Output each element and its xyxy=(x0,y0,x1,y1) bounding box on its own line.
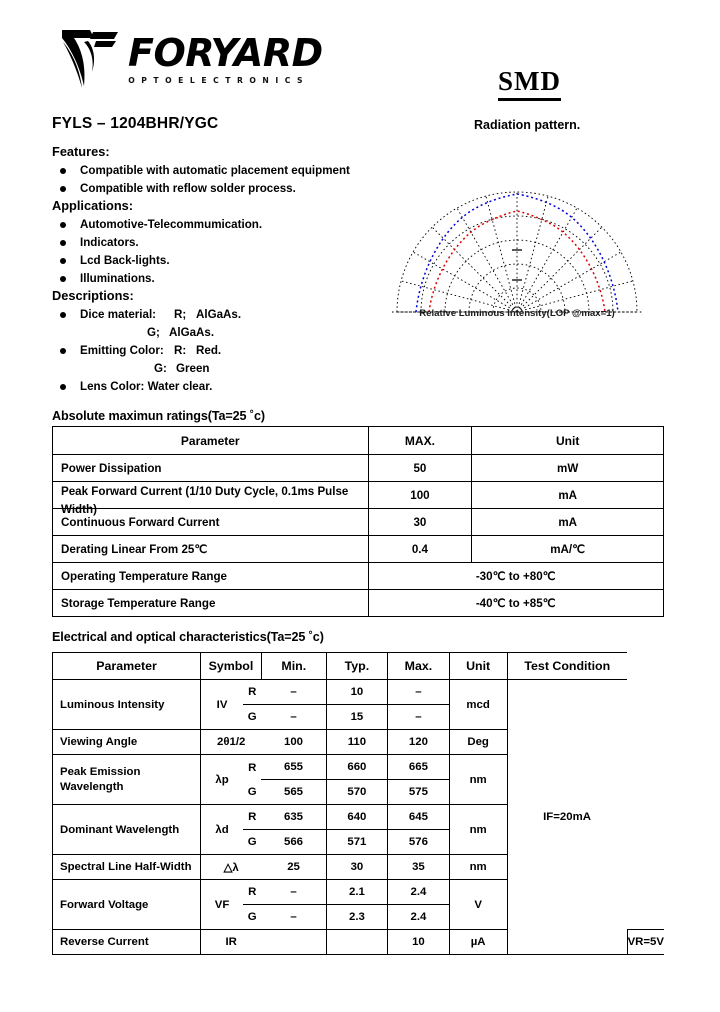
dice-r-value: AlGaAs. xyxy=(196,308,242,321)
cell-merged-value: -30℃ to +80℃ xyxy=(368,563,664,590)
radiation-chart-caption: Relative Luminous Intensity(LOP @max=1) xyxy=(419,308,615,319)
list-item xyxy=(52,378,382,395)
list-item xyxy=(52,360,382,377)
radiation-pattern-title: Radiation pattern. xyxy=(474,118,581,132)
abs-ratings-table xyxy=(52,426,664,617)
symbol-sub-g: G xyxy=(247,835,257,848)
table-row xyxy=(53,455,664,482)
table-row xyxy=(53,590,664,617)
cell-max-g: 2.4 xyxy=(388,905,450,930)
features-heading: Features: xyxy=(52,144,110,159)
bullet-icon xyxy=(60,348,66,354)
col-max: MAX. xyxy=(368,427,472,455)
cell-parameter: Storage Temperature Range xyxy=(53,590,369,617)
table-row xyxy=(53,536,664,563)
descriptions-heading: Descriptions: xyxy=(52,288,134,303)
cell-symbol xyxy=(201,680,262,730)
emit-g-value: Green xyxy=(176,362,210,375)
table-header-row xyxy=(53,653,665,680)
cell-symbol xyxy=(201,755,262,805)
feather-swoosh-icon xyxy=(60,28,124,90)
cell-typ-r: 2.1 xyxy=(326,880,387,905)
cell-parameter: Power Dissipation xyxy=(53,455,369,482)
abs-ratings-heading: Absolute maximun ratings(Ta=25 ˚c) xyxy=(52,409,265,423)
cell-max-g: – xyxy=(388,705,450,730)
page-header xyxy=(50,26,670,96)
cell-typ-g: 15 xyxy=(326,705,387,730)
cell-min-g: 566 xyxy=(261,830,326,855)
cell-min-r: 655 xyxy=(261,755,326,780)
cell-unit: mA xyxy=(472,482,664,509)
cell-parameter: Continuous Forward Current xyxy=(53,509,369,536)
cell-parameter-line2: Width) xyxy=(61,503,97,516)
cell-min: 100 xyxy=(261,730,326,755)
bullet-icon xyxy=(60,240,66,246)
col-max: Max. xyxy=(388,653,450,680)
cell-test-condition: IF=20mA xyxy=(507,680,627,955)
col-unit: Unit xyxy=(472,427,664,455)
cell-symbol: 2θ1/2 xyxy=(201,730,262,755)
cell-typ-r: 10 xyxy=(326,680,387,705)
bullet-icon xyxy=(60,222,66,228)
table-row xyxy=(53,509,664,536)
cell-parameter: Spectral Line Half-Width xyxy=(53,855,201,880)
list-item xyxy=(52,270,382,287)
polar-grid xyxy=(392,192,642,312)
symbol-sub-r: R xyxy=(243,806,261,831)
company-logo xyxy=(50,26,370,92)
cell-min-g: – xyxy=(261,905,326,930)
bullet-icon xyxy=(60,276,66,282)
application-text: Indicators. xyxy=(80,236,139,249)
application-text: Lcd Back-lights. xyxy=(80,254,170,267)
cell-min: 25 xyxy=(261,855,326,880)
cell-max: 50 xyxy=(368,455,472,482)
cell-min-g: – xyxy=(261,705,326,730)
cell-parameter-line2: Wavelength xyxy=(60,780,124,793)
col-test-condition: Test Condition xyxy=(507,653,627,680)
logo-tagline: OPTOELECTRONICS xyxy=(128,76,310,85)
symbol-text: IV xyxy=(216,698,228,711)
cell-parameter-line1: Peak Forward Current (1/10 Duty Cycle, 0.1ms Pulse xyxy=(61,485,349,498)
cell-merged-value: -40℃ to +85℃ xyxy=(368,590,664,617)
symbol-sub-g: G xyxy=(247,910,257,923)
cell-max-g: 575 xyxy=(388,780,450,805)
cell-typ-g: 570 xyxy=(326,780,387,805)
cell-symbol xyxy=(201,880,262,930)
table-header-row xyxy=(53,427,664,455)
list-item xyxy=(52,234,382,251)
symbol-sub-r: R xyxy=(243,681,261,706)
eo-characteristics-table xyxy=(52,652,664,955)
symbol-text: VF xyxy=(214,898,230,911)
col-unit: Unit xyxy=(449,653,507,680)
cell-test-condition: VR=5V xyxy=(627,930,664,955)
cell-parameter: Derating Linear From 25℃ xyxy=(53,536,369,563)
cell-max: 30 xyxy=(368,509,472,536)
symbol-sub-r: R xyxy=(243,881,261,906)
cell-unit: nm xyxy=(449,755,507,805)
list-item xyxy=(52,342,382,359)
col-symbol: Symbol xyxy=(201,653,262,680)
cell-parameter: Reverse Current xyxy=(53,930,201,955)
cell-unit: Deg xyxy=(449,730,507,755)
cell-max-r: 645 xyxy=(388,805,450,830)
list-item xyxy=(52,162,382,179)
cell-typ-g: 571 xyxy=(326,830,387,855)
col-typ: Typ. xyxy=(326,653,387,680)
bullet-icon xyxy=(60,312,66,318)
cell-min xyxy=(261,930,326,955)
cell-unit: mA xyxy=(472,509,664,536)
dice-material-label: Dice material: xyxy=(80,308,157,321)
feature-text: Compatible with reflow solder process. xyxy=(80,182,296,195)
symbol-text: λd xyxy=(215,823,229,836)
application-text: Illuminations. xyxy=(80,272,155,285)
cell-unit: mA/℃ xyxy=(472,536,664,563)
cell-max-g: 576 xyxy=(388,830,450,855)
cell-max-r: 2.4 xyxy=(388,880,450,905)
smd-heading: SMD xyxy=(498,66,561,101)
cell-typ-r: 660 xyxy=(326,755,387,780)
col-parameter: Parameter xyxy=(53,653,201,680)
cell-unit: V xyxy=(449,880,507,930)
cell-min-g: 565 xyxy=(261,780,326,805)
emitting-color-label: Emitting Color: xyxy=(80,344,164,357)
cell-typ-g: 2.3 xyxy=(326,905,387,930)
radiation-pattern-chart xyxy=(372,152,662,327)
cell-parameter: Operating Temperature Range xyxy=(53,563,369,590)
table-row xyxy=(53,680,665,705)
cell-parameter xyxy=(53,755,201,805)
list-item xyxy=(52,324,382,341)
cell-max-r: – xyxy=(388,680,450,705)
cell-symbol: △λ xyxy=(201,855,262,880)
feature-text: Compatible with automatic placement equipment xyxy=(80,164,350,177)
logo-wordmark: FORYARD xyxy=(128,31,323,75)
cell-symbol xyxy=(201,805,262,855)
cell-unit: mcd xyxy=(449,680,507,730)
cell-parameter: Luminous Intensity xyxy=(53,680,201,730)
cell-unit: nm xyxy=(449,855,507,880)
list-item xyxy=(52,306,382,323)
specifications-list xyxy=(52,144,382,396)
cell-symbol: IR xyxy=(201,930,262,955)
dice-g-value: AlGaAs. xyxy=(169,326,215,339)
bullet-icon xyxy=(60,186,66,192)
dice-r-key: R; xyxy=(174,308,187,321)
bullet-icon xyxy=(60,168,66,174)
bullet-icon xyxy=(60,384,66,390)
cell-unit: mW xyxy=(472,455,664,482)
emit-g-key: G: xyxy=(154,362,167,375)
symbol-sub-r: R xyxy=(248,761,257,774)
lens-color-text: Lens Color: Water clear. xyxy=(80,380,213,393)
cell-parameter xyxy=(53,482,369,516)
cell-max: 120 xyxy=(388,730,450,755)
cell-min-r: 635 xyxy=(261,805,326,830)
application-text: Automotive-Telecommumication. xyxy=(80,218,263,231)
dice-g-key: G; xyxy=(147,326,160,339)
list-item xyxy=(52,252,382,269)
page-title: FYLS – 1204BHR/YGC xyxy=(52,115,219,132)
list-item xyxy=(52,180,382,197)
cell-unit: µA xyxy=(449,930,507,955)
cell-max-r: 665 xyxy=(388,755,450,780)
col-min: Min. xyxy=(261,653,326,680)
cell-unit: nm xyxy=(449,805,507,855)
table-row xyxy=(53,563,664,590)
bullet-icon xyxy=(60,258,66,264)
list-item xyxy=(52,216,382,233)
applications-heading: Applications: xyxy=(52,198,134,213)
emit-r-key: R: xyxy=(174,344,187,357)
cell-max: 100 xyxy=(368,482,472,509)
cell-typ-r: 640 xyxy=(326,805,387,830)
cell-typ: 110 xyxy=(326,730,387,755)
eo-characteristics-heading: Electrical and optical characteristics(Ta=25 ˚c) xyxy=(52,630,324,644)
cell-parameter: Viewing Angle xyxy=(53,730,201,755)
cell-typ: 30 xyxy=(326,855,387,880)
cell-min-r: – xyxy=(261,880,326,905)
emit-r-value: Red. xyxy=(196,344,222,357)
symbol-sub-g: G xyxy=(247,785,257,798)
col-parameter: Parameter xyxy=(53,427,369,455)
table-row xyxy=(53,482,664,509)
cell-min-r: – xyxy=(261,680,326,705)
symbol-text: λp xyxy=(215,773,229,786)
cell-parameter-line1: Peak Emission xyxy=(60,765,141,778)
cell-parameter: Forward Voltage xyxy=(53,880,201,930)
cell-max: 0.4 xyxy=(368,536,472,563)
cell-max: 10 xyxy=(388,930,450,955)
symbol-sub-g: G xyxy=(247,710,257,723)
cell-parameter: Dominant Wavelength xyxy=(53,805,201,855)
cell-typ xyxy=(326,930,387,955)
cell-max: 35 xyxy=(388,855,450,880)
